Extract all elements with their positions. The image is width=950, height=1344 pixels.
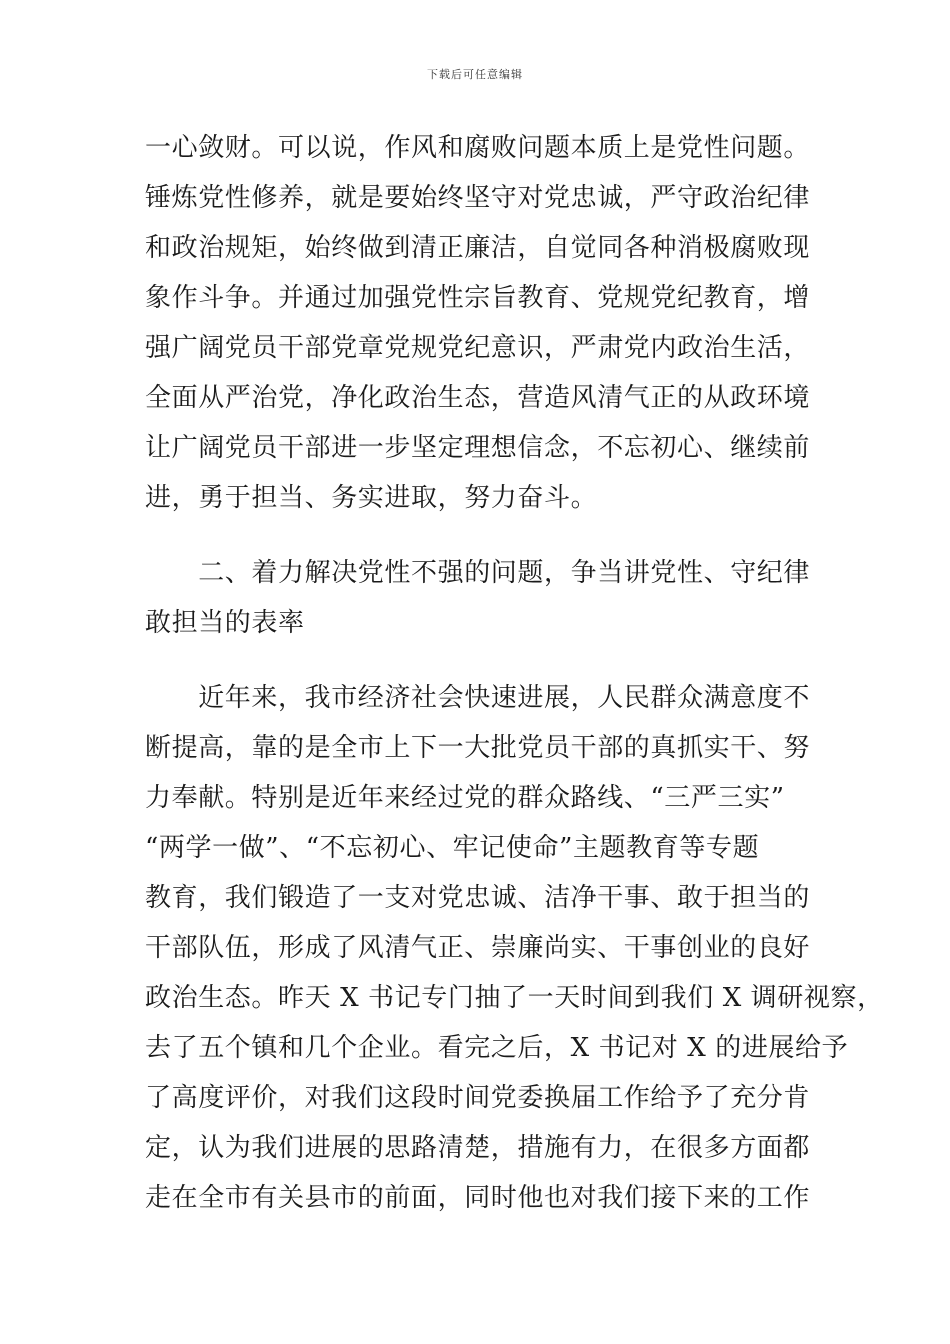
section-heading-line: 敢担当的表率 <box>145 608 305 638</box>
text-line: 全面从严治党，净化政治生态，营造风清气正的从政环境 <box>145 383 811 413</box>
text-line: 象作斗争。并通过加强党性宗旨教育、党规党纪教育，增 <box>145 283 811 313</box>
text-line: 一心敛财。可以说，作风和腐败问题本质上是党性问题。 <box>145 133 811 163</box>
text-line: 教育，我们锻造了一支对党忠诚、洁净干事、敢于担当的 <box>145 883 811 913</box>
text-line: 去了五个镇和几个企业。看完之后，X 书记对 X 的进展给予 <box>145 1033 849 1063</box>
text-line: 断提高，靠的是全市上下一大批党员干部的真抓实干、努 <box>145 733 811 763</box>
text-line: 锤炼党性修养，就是要始终坚守对党忠诚，严守政治纪律 <box>145 183 811 213</box>
text-line: 政治生态。昨天 X 书记专门抽了一天时间到我们 X 调研视察， <box>145 983 884 1013</box>
text-line: 了高度评价，对我们这段时间党委换届工作给予了充分肯 <box>145 1083 811 1113</box>
text-line: 走在全市有关县市的前面，同时他也对我们接下来的工作 <box>145 1183 811 1213</box>
text-line: 让广阔党员干部进一步坚定理想信念，不忘初心、继续前 <box>145 433 811 463</box>
text-line: 干部队伍，形成了风清气正、崇廉尚实、干事创业的良好 <box>145 933 811 963</box>
text-line: 强广阔党员干部党章党规党纪意识，严肃党内政治生活， <box>145 333 811 363</box>
page-header-note: 下载后可任意编辑 <box>427 68 523 81</box>
text-line: 定，认为我们进展的思路清楚，措施有力，在很多方面都 <box>145 1133 811 1163</box>
text-line: 近年来，我市经济社会快速进展，人民群众满意度不 <box>145 683 811 713</box>
section-heading-line: 二、着力解决党性不强的问题，争当讲党性、守纪律 <box>145 558 811 588</box>
text-line: 进，勇于担当、务实进取，努力奋斗。 <box>145 483 598 513</box>
text-line: “两学一做”、“不忘初心、牢记使命”主题教育等专题 <box>145 833 760 863</box>
text-line: 力奉献。特别是近年来经过党的群众路线、“三严三实” <box>145 783 785 813</box>
text-line: 和政治规矩，始终做到清正廉洁，自觉同各种消极腐败现 <box>145 233 811 263</box>
